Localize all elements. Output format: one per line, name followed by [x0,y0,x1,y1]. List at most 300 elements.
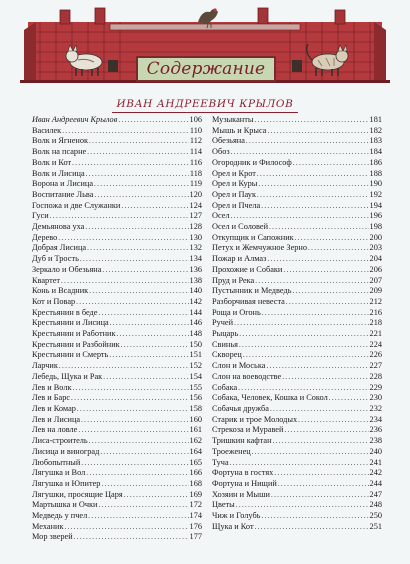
toc-dot-leader [298,415,368,426]
toc-dot-leader [258,179,368,190]
toc-entry-page: 160 [189,414,202,424]
toc-dot-leader [89,286,188,297]
toc-entry-page: 154 [189,371,202,381]
toc-entry-page: 132 [189,243,202,253]
toc-entry-page: 216 [369,307,382,317]
toc-entry-title: Лев и Комар [32,403,76,413]
toc-entry-title: Лев и Барс [32,393,71,403]
toc-entry-page: 182 [369,125,382,135]
toc-entry-page: 176 [189,521,202,531]
toc-entry-page: 236 [369,425,382,435]
toc-dot-leader [252,447,369,458]
toc-entry [212,318,382,329]
toc-entry-page: 150 [189,339,202,349]
toc-entry-title: Пруд и Река [212,275,255,285]
toc-entry-title: Скворец [212,350,242,360]
toc-entry-page: 114 [189,147,202,157]
author-heading: ИВАН АНДРЕЕВИЧ КРЫЛОВ [116,98,294,110]
toc-entry [212,233,382,244]
toc-entry-page: 156 [189,393,202,403]
toc-dot-leader [284,425,368,436]
toc-entry-title: Откупщик и Сапожник [212,232,294,242]
toc-entry [212,201,382,212]
toc-entry [32,415,202,426]
toc-entry [212,447,382,458]
toc-entry-page: 218 [369,318,382,328]
toc-entry [212,361,382,372]
toc-entry [32,276,202,287]
toc-dot-leader [267,126,368,137]
toc-entry-title: Слон и Моська [212,361,266,371]
toc-entry [32,350,202,361]
toc-entry-title: Крестьянин и Смерть [32,350,109,360]
toc-entry-page: 241 [369,457,382,467]
toc-entry [32,147,202,158]
toc-dot-leader [81,415,188,426]
toc-entry [212,372,382,383]
toc-dot-leader [74,532,189,543]
toc-entry [212,190,382,201]
author-underline [112,112,298,113]
toc-dot-leader [87,147,189,158]
toc-entry-page: 227 [369,361,382,371]
toc-entry [32,136,202,147]
toc-entry-title: Осел [212,211,230,221]
toc-entry-page: 200 [369,232,382,242]
toc-dot-leader [231,147,369,158]
toc-entry-title: Дерево [32,232,58,242]
toc-entry [32,447,202,458]
header-illustration [0,0,410,92]
toc-dot-leader [266,361,368,372]
toc-entry [32,265,202,276]
toc-entry [32,372,202,383]
toc-entry-title: Василек [32,125,62,135]
toc-entry [32,490,202,501]
toc-entry-title: Ларчик [32,361,58,371]
toc-entry-title: Дуб и Трость [32,254,79,264]
toc-entry-page: 106 [189,115,202,124]
toc-entry-page: 194 [369,200,382,210]
toc-entry-title: Тришкин кафтан [212,436,272,446]
toc-entry-page: 144 [189,307,202,317]
toc-entry-title: Петух и Жемчужное Зерно [212,243,307,253]
toc-dot-leader [94,190,188,201]
toc-entry-title: Ворона и Лисица [32,179,94,189]
toc-entry-page: 190 [369,179,382,189]
toc-dot-leader [231,211,369,222]
toc-entry [32,458,202,469]
toc-entry [32,436,202,447]
toc-dot-leader [269,222,369,233]
toc-entry [32,383,202,394]
toc-entry-page: 120 [189,189,202,199]
toc-entry-title: Мор зверей [32,532,73,542]
toc-entry-title: Туча [212,457,229,467]
toc-entry [212,136,382,147]
toc-entry [212,286,382,297]
toc-dot-leader [61,276,189,287]
toc-entry-title: Квартет [32,275,60,285]
toc-dot-leader [239,340,369,351]
contents-column-left [32,115,202,543]
toc-entry-page: 128 [189,222,202,232]
toc-entry-page: 186 [369,157,382,167]
toc-entry-title: Лебедь, Щука и Рак [32,371,103,381]
toc-dot-leader [271,490,369,501]
toc-entry [212,350,382,361]
toc-entry-title: Мышь и Крыса [212,125,267,135]
toc-entry [212,297,382,308]
toc-dot-leader [239,329,368,340]
toc-entry-page: 152 [189,361,202,371]
toc-dot-leader [292,286,368,297]
toc-dot-leader [255,522,369,533]
toc-dot-leader [64,522,188,533]
toc-dot-leader [257,190,369,201]
toc-entry-title: Хозяин и Мыши [212,489,270,499]
toc-entry-page: 238 [369,436,382,446]
toc-dot-leader [85,222,188,233]
toc-entry [32,286,202,297]
toc-entry-page: 212 [369,296,382,306]
contents-column-right [212,115,382,543]
toc-entry-title: Троеженец [212,446,251,456]
toc-entry [32,243,202,254]
toc-entry-title: Любопытный [32,457,81,467]
toc-dot-leader [257,169,369,180]
toc-entry-page: 112 [189,136,202,146]
toc-entry-title: Гуси [32,211,49,221]
toc-entry [212,265,382,276]
toc-entry-page: 209 [369,286,382,296]
toc-entry-title: Обоз [212,147,230,157]
toc-entry [212,211,382,222]
toc-entry-page: 168 [189,478,202,488]
toc-entry [32,511,202,522]
toc-entry [212,179,382,190]
toc-entry-page: 116 [189,157,202,167]
toc-dot-leader [262,308,369,319]
toc-entry-title: Иван Андреевич Крылов [32,115,118,124]
toc-entry [32,169,202,180]
toc-entry-page: 184 [369,147,382,157]
toc-entry [32,179,202,190]
toc-entry-title: Осел и Соловей [212,222,269,232]
toc-dot-leader [283,265,368,276]
toc-entry [32,479,202,490]
toc-entry-title: Стрекоза и Муравей [212,425,284,435]
toc-entry-page: 161 [189,425,202,435]
toc-entry [212,115,382,126]
toc-entry-page: 183 [369,136,382,146]
toc-entry [32,254,202,265]
toc-entry-page: 124 [189,200,202,210]
toc-entry-title: Орел и Куры [212,179,258,189]
toc-entry-page: 138 [189,275,202,285]
toc-entry-page: 164 [189,446,202,456]
toc-entry-title: Конь и Всадник [32,286,89,296]
title-banner [136,56,276,82]
toc-entry-title: Собака [212,382,238,392]
toc-entry-page: 151 [189,350,202,360]
toc-entry-title: Орел и Крот [212,168,256,178]
toc-dot-leader [78,425,188,436]
toc-entry-title: Чиж и Голубь [212,511,261,521]
toc-entry [212,158,382,169]
toc-entry-title: Госпожа и две Служанки [32,200,121,210]
toc-entry-page: 242 [369,468,382,478]
toc-dot-leader [234,318,368,329]
toc-entry [32,222,202,233]
toc-dot-leader [118,115,188,126]
toc-dot-leader [99,500,189,511]
toc-entry [32,340,202,351]
toc-dot-leader [295,233,369,244]
toc-entry-title: Роща и Огонь [212,307,261,317]
toc-dot-leader [254,115,368,126]
toc-entry-page: 204 [369,254,382,264]
toc-dot-leader [80,254,189,265]
toc-entry-title: Лев и Лисица [32,414,81,424]
toc-entry-page: 166 [189,468,202,478]
toc-entry [212,415,382,426]
toc-entry [32,329,202,340]
toc-dot-leader [243,350,369,361]
toc-entry-page: 224 [369,339,382,349]
toc-entry [32,201,202,212]
toc-dot-leader [94,179,189,190]
toc-dot-leader [286,297,369,308]
toc-dot-leader [89,136,189,147]
toc-entry-page: 119 [189,179,202,189]
toc-entry [212,329,382,340]
toc-entry-page: 188 [369,168,382,178]
toc-entry-page: 250 [369,511,382,521]
toc-entry-page: 196 [369,211,382,221]
toc-dot-leader [86,468,188,479]
toc-entry-page: 244 [369,478,382,488]
toc-dot-leader [116,329,188,340]
toc-entry [212,169,382,180]
toc-entry-page: 198 [369,222,382,232]
toc-entry-title: Крестьянин и Работник [32,329,116,339]
toc-dot-leader [76,297,188,308]
toc-entry-title: Крестьянин и Разбойник [32,339,120,349]
toc-dot-leader [110,318,189,329]
toc-entry [212,500,382,511]
toc-entry-title: Лягушка и Юпитер [32,478,101,488]
toc-entry [32,297,202,308]
toc-dot-leader [98,308,188,319]
toc-entry-page: 165 [189,457,202,467]
toc-dot-leader [121,340,189,351]
toc-entry-page: 234 [369,414,382,424]
toc-entry-page: 148 [189,329,202,339]
toc-entry-title: Лягушки, просящие Царя [32,489,123,499]
toc-entry-title: Крестьянин в беде [32,307,98,317]
toc-entry-title: Фортуна в гостях [212,468,274,478]
toc-dot-leader [308,243,369,254]
toc-entry [212,383,382,394]
toc-entry-page: 192 [369,189,382,199]
toc-dot-leader [50,211,189,222]
toc-dot-leader [246,136,369,147]
toc-entry [212,222,382,233]
toc-entry-title: Демьянова уха [32,222,85,232]
toc-entry [212,393,382,404]
toc-entry [32,468,202,479]
toc-entry-page: 134 [189,254,202,264]
toc-dot-leader [103,372,188,383]
toc-entry-title: Медведь у пчел [32,511,88,521]
toc-entry-page: 127 [189,211,202,221]
toc-entry [212,511,382,522]
toc-entry-page: 146 [189,318,202,328]
toc-entry [212,404,382,415]
toc-entry-page: 207 [369,275,382,285]
toc-entry-title: Воспитание Льва [32,189,94,199]
toc-entry-title: Собачья дружба [212,403,269,413]
toc-entry-page: 203 [369,243,382,253]
toc-entry-title: Ручей [212,318,234,328]
toc-entry [212,276,382,287]
toc-entry-page: 177 [189,532,202,542]
toc-entry-title: Обезьяна [212,136,245,146]
toc-entry-title: Старик и трое Молодых [212,414,298,424]
toc-dot-leader [329,393,369,404]
toc-entry [32,308,202,319]
toc-dot-leader [100,447,188,458]
toc-entry-title: Лягушка и Вол [32,468,86,478]
toc-dot-leader [274,468,368,479]
toc-dot-leader [261,201,368,212]
toc-entry-title: Лев и Волк [32,382,72,392]
toc-entry-title: Орел и Паук [212,189,256,199]
toc-entry [32,233,202,244]
toc-dot-leader [59,361,189,372]
toc-entry [32,425,202,436]
toc-entry-page: 226 [369,350,382,360]
toc-entry-page: 130 [189,232,202,242]
toc-entry-title: Волк и Ягненок [32,136,89,146]
toc-entry-title: Волк и Кот [32,157,72,167]
toc-entry [212,490,382,501]
toc-entry-title: Фортуна и Нищий [212,478,277,488]
toc-entry [212,147,382,158]
toc-entry [32,318,202,329]
toc-dot-leader [58,233,188,244]
toc-entry [212,425,382,436]
toc-dot-leader [270,404,369,415]
toc-entry-title: Щука и Кот [212,521,254,531]
toc-entry [212,479,382,490]
toc-dot-leader [282,372,368,383]
toc-entry-page: 228 [369,371,382,381]
toc-entry [32,532,202,543]
toc-entry-page: 174 [189,511,202,521]
toc-dot-leader [238,383,368,394]
toc-entry [32,211,202,222]
toc-entry-page: 229 [369,382,382,392]
toc-entry [212,436,382,447]
toc-dot-leader [267,254,368,265]
toc-entry-page: 140 [189,286,202,296]
toc-entry-page: 206 [369,264,382,274]
toc-dot-leader [273,436,369,447]
toc-entry-title: Цветы [212,500,235,510]
toc-entry [212,254,382,265]
toc-entry-page: 110 [189,125,202,135]
toc-entry [32,393,202,404]
toc-entry-page: 136 [189,264,202,274]
toc-dot-leader [71,393,189,404]
toc-entry-title: Механик [32,521,64,531]
toc-dot-leader [278,479,369,490]
toc-entry [32,115,202,126]
toc-dot-leader [77,404,189,415]
toc-entry-title: Собака, Человек, Кошка и Сокол [212,393,328,403]
toc-dot-leader [101,479,188,490]
toc-entry-page: 181 [369,115,382,124]
toc-entry [212,468,382,479]
toc-entry-page: 155 [189,382,202,392]
toc-dot-leader [261,511,368,522]
toc-entry-title: Лев на ловле [32,425,78,435]
page-title: Содержание [146,59,266,79]
toc-entry-page: 162 [189,436,202,446]
toc-entry-title: Огородник и Философ [212,157,292,167]
toc-entry-title: Мартышка и Очки [32,500,98,510]
toc-entry [212,308,382,319]
toc-dot-leader [86,169,189,180]
toc-entry-title: Слон на воеводстве [212,371,282,381]
toc-dot-leader [72,158,189,169]
toc-entry [32,500,202,511]
toc-dot-leader [109,350,188,361]
toc-entry-page: 221 [369,329,382,339]
toc-dot-leader [124,490,189,501]
toc-entry-title: Пожар и Алмаз [212,254,267,264]
toc-entry [212,340,382,351]
toc-dot-leader [87,243,188,254]
toc-entry-title: Волк на псарне [32,147,87,157]
toc-entry [212,522,382,533]
toc-entry [212,458,382,469]
toc-entry-page: 172 [189,500,202,510]
toc-entry [32,158,202,169]
toc-dot-leader [89,436,189,447]
toc-entry-title: Рыцарь [212,329,239,339]
toc-entry-title: Свинья [212,339,238,349]
toc-entry-title: Прохожие и Собаки [212,264,283,274]
toc-dot-leader [121,201,188,212]
toc-dot-leader [102,265,188,276]
toc-entry-page: 158 [189,403,202,413]
toc-entry-page: 230 [369,393,382,403]
toc-dot-leader [230,458,369,469]
contents-columns [32,115,382,543]
toc-entry [32,190,202,201]
toc-entry [32,361,202,372]
toc-dot-leader [255,276,368,287]
toc-entry-page: 169 [189,489,202,499]
toc-entry [32,404,202,415]
toc-dot-leader [81,458,188,469]
toc-entry-page: 248 [369,500,382,510]
toc-entry-title: Волк и Лисица [32,168,85,178]
toc-entry [32,522,202,533]
